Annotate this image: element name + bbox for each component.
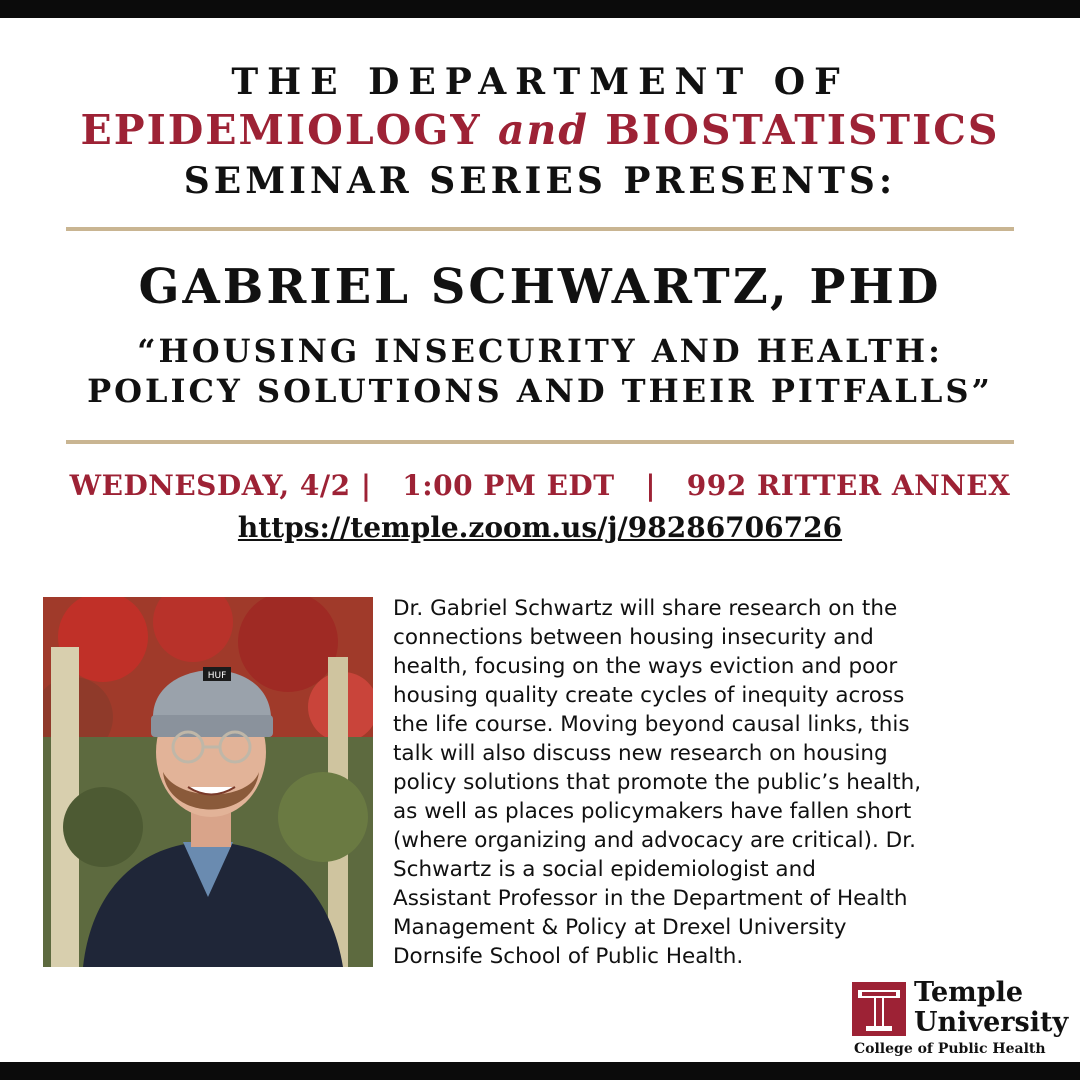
temple-t-icon: [852, 982, 906, 1036]
header-line-department-name: [0, 104, 1080, 156]
event-separator: |: [645, 469, 656, 502]
event-day: WEDNESDAY, 4/2 |: [69, 469, 372, 502]
hat-logo-text: HUF: [207, 671, 227, 681]
event-location: 992 RITTER ANNEX: [686, 469, 1011, 502]
header-biostatistics: BIOSTATISTICS: [605, 106, 1000, 154]
description-line: Management & Policy at Drexel University: [393, 915, 847, 940]
header-epidemiology: EPIDEMIOLOGY: [80, 106, 482, 154]
header-line-seminar: SEMINAR SERIES PRESENTS:: [183, 160, 897, 202]
description-line: (where organizing and advocacy are critical). Dr.: [393, 828, 916, 853]
description-line: housing quality create cycles of inequity across: [393, 683, 905, 708]
description-line: Assistant Professor in the Department of Health: [393, 886, 908, 911]
description-line: talk will also discuss new research on housing: [393, 741, 888, 766]
description-line: Dornsife School of Public Health.: [393, 944, 744, 969]
description-line: the life course. Moving beyond causal links, this: [393, 712, 910, 737]
description-line: Schwartz is a social epidemiologist and: [393, 857, 816, 882]
speaker-photo: [43, 597, 373, 967]
talk-title-line-2: POLICY SOLUTIONS AND THEIR PITFALLS”: [87, 372, 993, 410]
talk-title-line-1: “HOUSING INSECURITY AND HEALTH:: [137, 332, 943, 370]
top-border-bar: [0, 0, 1080, 18]
description-line: health, focusing on the ways eviction and poor: [393, 654, 898, 679]
divider-top: [66, 227, 1014, 231]
description-line: as well as places policymakers have fallen short: [393, 799, 912, 824]
header-and: and: [497, 106, 589, 154]
description-line: policy solutions that promote the public’s health,: [393, 770, 922, 795]
divider-bottom: [66, 440, 1014, 444]
logo-temple: Temple: [914, 977, 1024, 1008]
temple-university-logo: [852, 977, 1069, 1060]
zoom-link[interactable]: https://temple.zoom.us/j/98286706726: [237, 511, 843, 544]
event-details: [0, 466, 1080, 506]
event-time: 1:00 PM EDT: [402, 469, 615, 502]
logo-college: College of Public Health: [854, 1041, 1046, 1057]
description-line: Dr. Gabriel Schwartz will share research on the: [393, 596, 898, 621]
description-line: connections between housing insecurity and: [393, 625, 874, 650]
talk-description: [393, 594, 1065, 971]
bottom-border-bar: [0, 1062, 1080, 1080]
header-line-department: THE DEPARTMENT OF: [231, 61, 849, 103]
logo-university: University: [914, 1007, 1069, 1038]
speaker-name: GABRIEL SCHWARTZ, PHD: [138, 259, 942, 315]
